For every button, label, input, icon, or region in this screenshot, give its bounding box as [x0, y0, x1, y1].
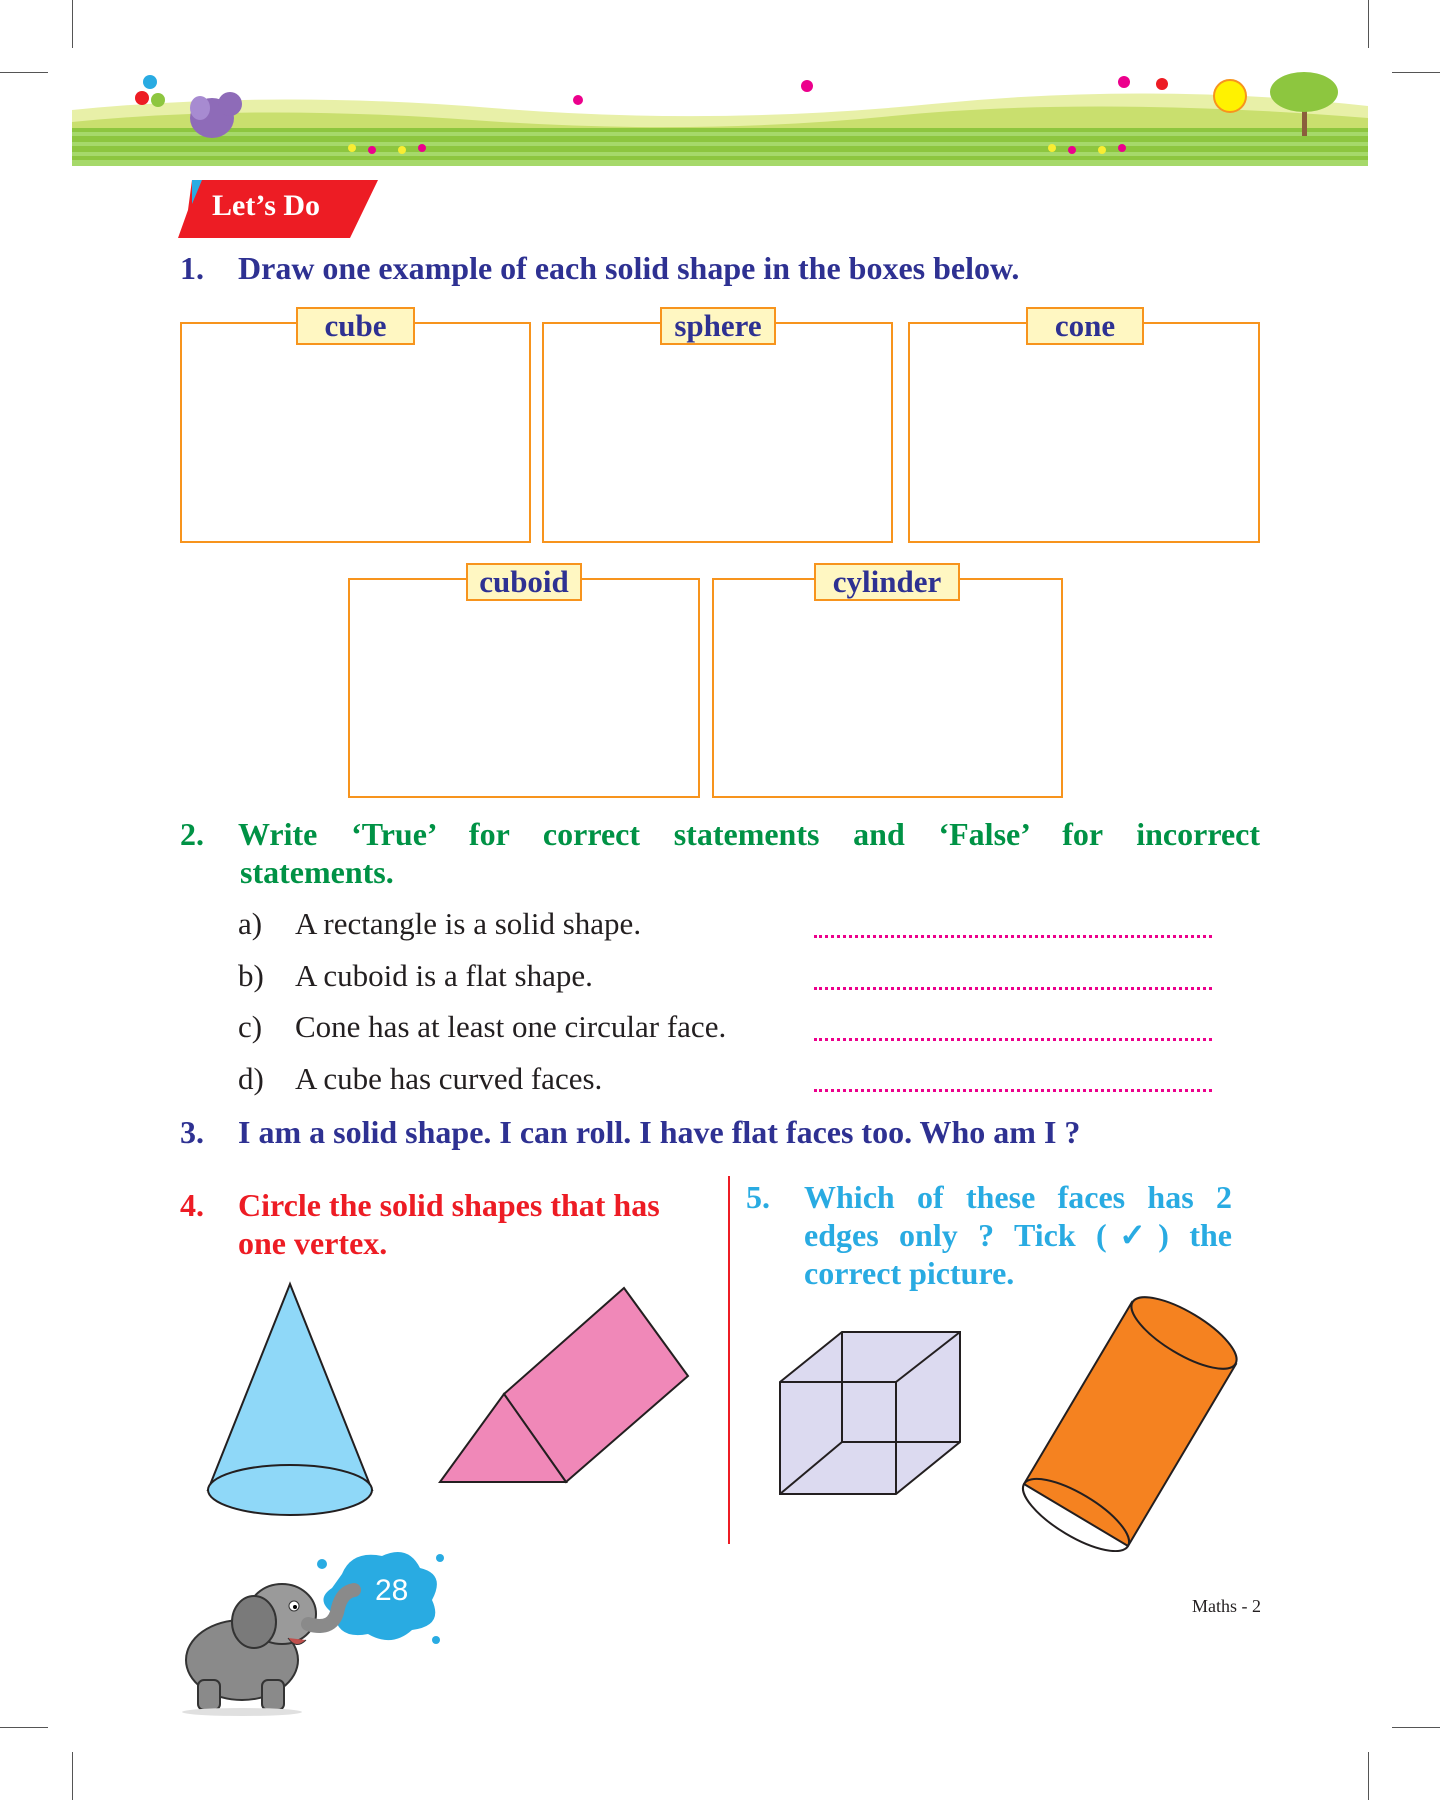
statement-letter: d) — [238, 1061, 264, 1096]
crop-mark — [0, 1727, 48, 1728]
statement-letter: c) — [238, 1009, 263, 1044]
statement-b — [238, 954, 798, 998]
question-1-text: Draw one example of each solid shape in the boxes below. — [238, 250, 1020, 286]
lets-do-tag — [178, 180, 378, 238]
drawing-box-cylinder[interactable] — [712, 578, 1063, 798]
question-4 — [180, 1186, 700, 1266]
question-1 — [180, 249, 1280, 289]
crop-mark — [1368, 1752, 1369, 1800]
cylinder-shape[interactable] — [1020, 1292, 1240, 1552]
header-banner — [72, 70, 1368, 166]
crop-mark — [1392, 72, 1440, 73]
box-label-cube: cube — [296, 307, 415, 345]
box-label-cuboid: cuboid — [466, 563, 582, 601]
question-4-text-line2: one vertex. — [238, 1225, 388, 1261]
question-4-number: 4. — [180, 1187, 204, 1223]
statement-text: A cube has curved faces. — [295, 1061, 603, 1096]
question-5-text-line3: correct picture. — [804, 1255, 1015, 1291]
footer-book-title: Maths - 2 — [1192, 1596, 1261, 1616]
question-5 — [746, 1178, 1232, 1296]
box-label-cone: cone — [1026, 307, 1144, 345]
question-2-number: 2. — [180, 816, 204, 852]
crop-mark — [1368, 0, 1369, 48]
answer-line-b[interactable] — [814, 987, 1212, 990]
question-5-text-line1: Which of these faces has 2 — [804, 1179, 1232, 1215]
crop-mark — [0, 72, 48, 73]
box-label-cylinder: cylinder — [814, 563, 960, 601]
crop-mark — [1392, 1727, 1440, 1728]
cube-shape[interactable] — [776, 1328, 964, 1500]
question-3-number: 3. — [180, 1114, 204, 1150]
drawing-box-cone[interactable] — [908, 322, 1260, 543]
statement-text: A rectangle is a solid shape. — [295, 906, 642, 941]
question-5-text-line2: edges only ? Tick (✓) the — [804, 1217, 1232, 1253]
column-divider — [728, 1176, 730, 1544]
crop-mark — [72, 1752, 73, 1800]
question-3 — [180, 1113, 1280, 1153]
question-2 — [180, 815, 1260, 895]
answer-line-c[interactable] — [814, 1038, 1212, 1041]
question-2-text-line1: Write ‘True’ for correct statements and ‘False’ for incorrect — [238, 816, 1260, 852]
question-4-text-line1: Circle the solid shapes that has — [238, 1187, 660, 1223]
crop-mark — [72, 0, 73, 48]
question-3-text: I am a solid shape. I can roll. I have flat faces too. Who am I ? — [238, 1114, 1081, 1150]
elephant-mascot — [178, 1568, 378, 1716]
drawing-box-cube[interactable] — [180, 322, 531, 543]
question-1-number: 1. — [180, 250, 204, 286]
cone-shape[interactable] — [200, 1280, 380, 1520]
answer-line-d[interactable] — [814, 1089, 1212, 1092]
drawing-box-cuboid[interactable] — [348, 578, 700, 798]
lets-do-label: Let’s Do — [212, 189, 321, 222]
page-number: 28 — [375, 1574, 409, 1607]
drawing-box-sphere[interactable] — [542, 322, 893, 543]
statement-letter: b) — [238, 958, 264, 993]
statement-text: A cuboid is a flat shape. — [295, 958, 593, 993]
question-2-text-line2: statements. — [240, 854, 394, 890]
statement-a — [238, 902, 798, 946]
box-label-sphere: sphere — [660, 307, 776, 345]
answer-line-a[interactable] — [814, 935, 1212, 938]
statement-d — [238, 1057, 798, 1101]
question-5-number: 5. — [746, 1179, 770, 1215]
statement-c — [238, 1005, 798, 1049]
statement-letter: a) — [238, 906, 263, 941]
statement-text: Cone has at least one circular face. — [295, 1009, 727, 1044]
triangular-prism-shape[interactable] — [436, 1284, 692, 1484]
